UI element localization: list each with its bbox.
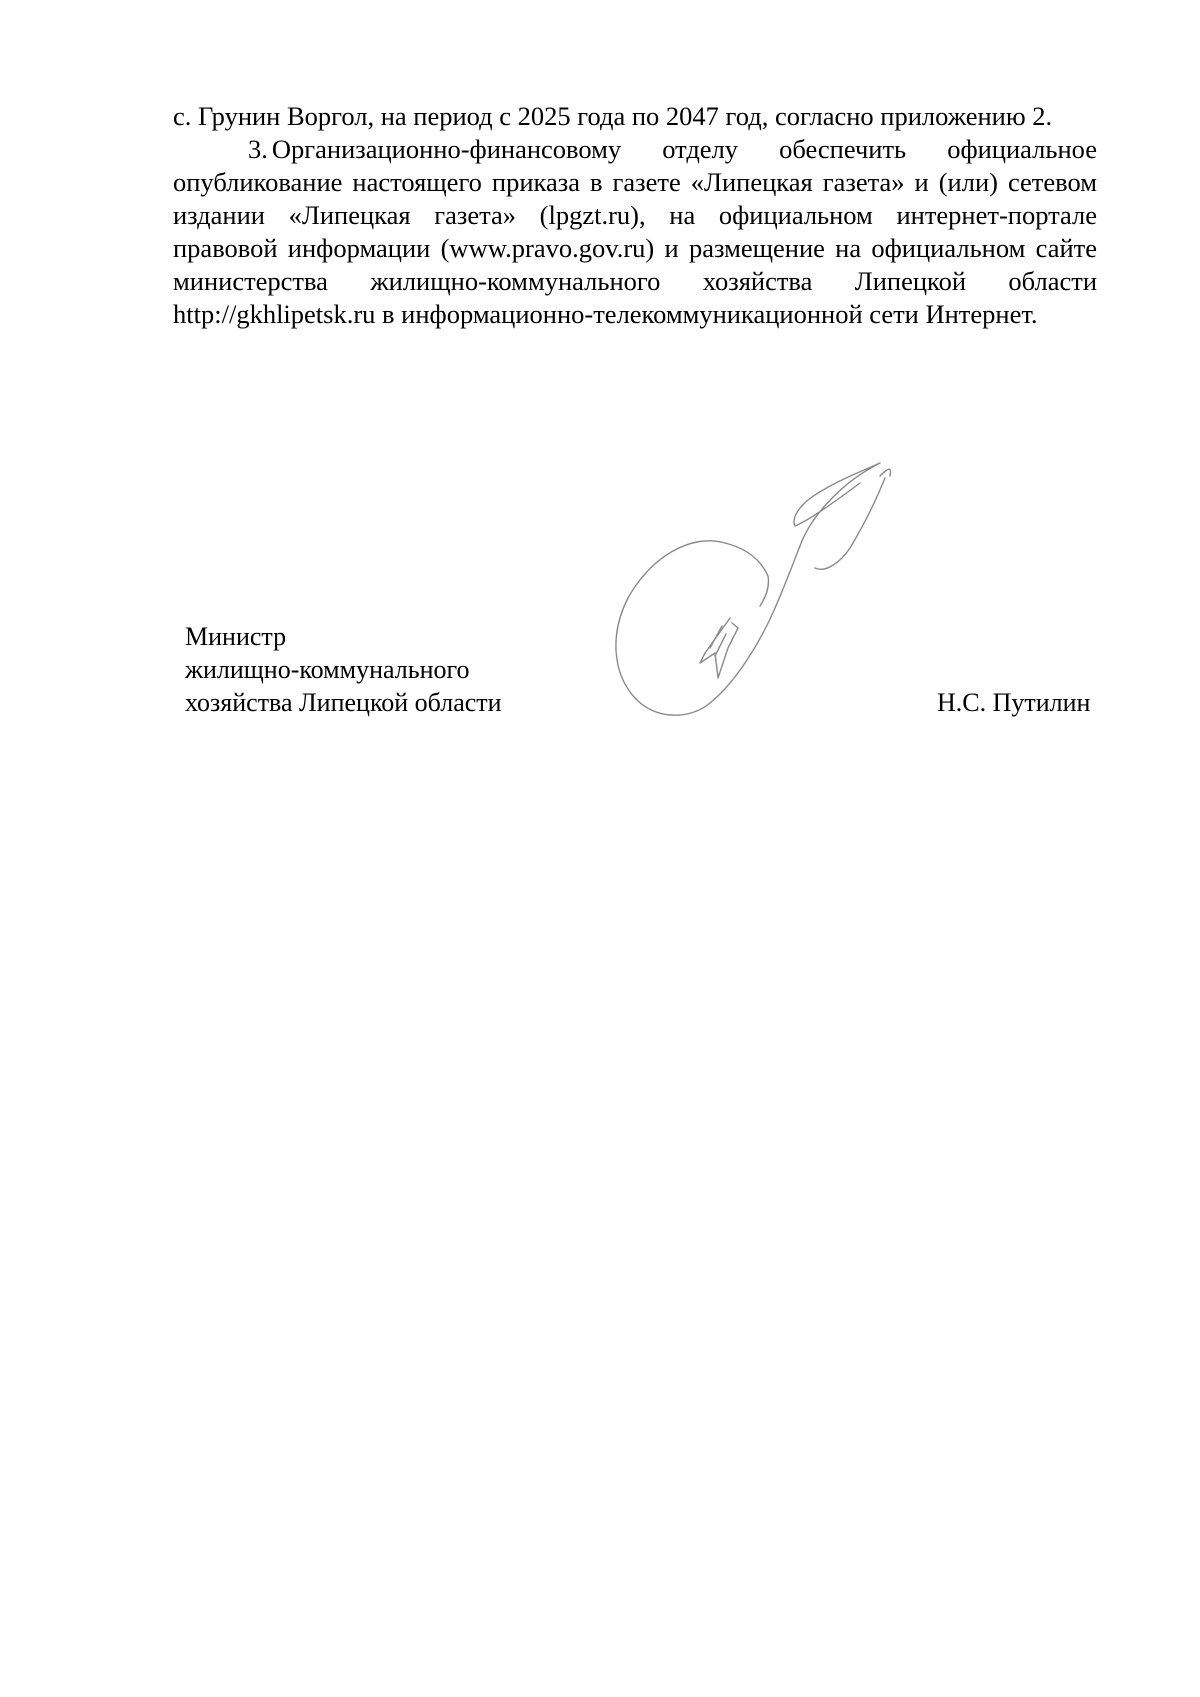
paragraph-text: с. Грунин Воргол, на период с 2025 года по 2047 год, согласно приложению 2. [173, 101, 1053, 131]
signature-tail-tip [880, 469, 891, 476]
position-line: Министр [185, 622, 287, 651]
signature-loop-inner [725, 543, 768, 606]
signature-arrow-inner [710, 626, 726, 656]
paragraph-number: 3. [248, 134, 268, 164]
position-line: жилищно-коммунального [185, 655, 470, 684]
document-body [173, 100, 1097, 331]
paragraph-text: Организационно-финансовому отделу обеспечить официальное опубликование настоящего приказа в газете «Липецкая газета» и (или) сетевом издании «Липецкая газета» (lpgzt.ru), на официальном интернет-портале правовой информации (www.pravo.gov.ru) и размещение на официальном сайте министерства жилищно-коммунального хозяйства Липецкой области http://gkhlipetsk.ru в информационно-телекоммуникационной сети Интернет. [173, 134, 1097, 329]
handwritten-signature [610, 448, 900, 738]
paragraph-item-3 [173, 133, 1097, 331]
position-line: хозяйства Липецкой области [185, 688, 502, 717]
signature-upper-flourish [794, 463, 880, 546]
signature-tail-stroke [815, 478, 885, 569]
signatory-name: Н.С. Путилин [937, 688, 1091, 717]
signature-loop-stroke [616, 541, 800, 715]
paragraph-continuation [173, 100, 1097, 133]
signatory-position [185, 620, 502, 719]
